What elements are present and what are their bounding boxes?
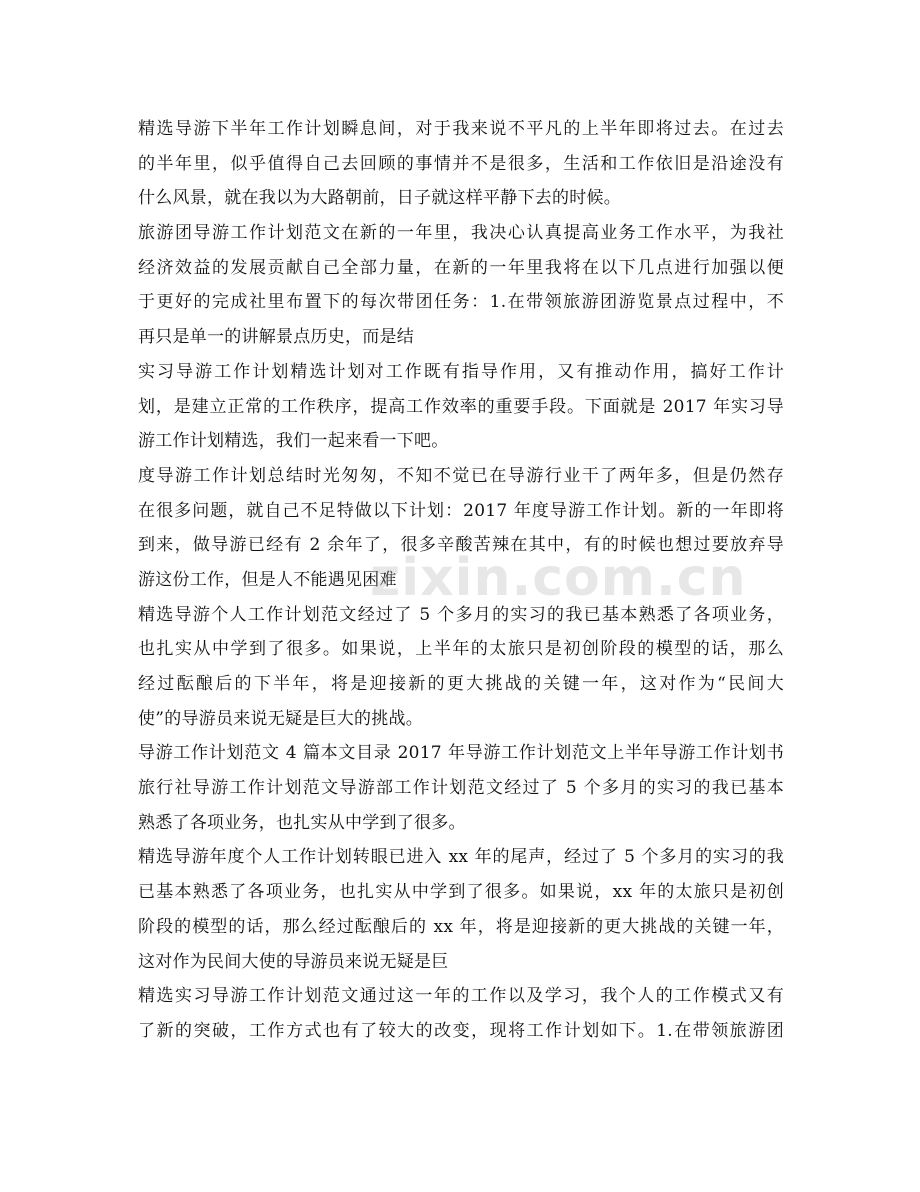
text-line: 游这份工作，但是人不能遇见困难 — [138, 569, 397, 590]
text-line: 经济效益的发展贡献自己全部力量，在新的一年里我将在以下几点进行加强以便 — [138, 257, 784, 278]
paragraph-2 — [138, 216, 784, 355]
text-line: 已基本熟悉了各项业务，也扎实从中学到了很多。如果说，xx 年的太旅只是初创 — [138, 882, 784, 903]
paragraph-6 — [138, 736, 784, 840]
text-line: 在很多问题，就自己不足特做以下计划：2017 年度导游工作计划。新的一年即将 — [138, 500, 784, 521]
text-line: 精选导游下半年工作计划瞬息间，对于我来说不平凡的上半年即将过去。在过去 — [138, 119, 784, 139]
text-line: 什么风景，就在我以为大路朝前，日子就这样平静下去的时候。 — [138, 188, 621, 209]
text-line: 精选导游个人工作计划范文经过了 5 个多月的实习的我已基本熟悉了各项业务， — [138, 604, 784, 625]
paragraph-1 — [138, 112, 784, 216]
watermark: zixin.com.cn — [370, 548, 747, 608]
document-body — [138, 112, 784, 1049]
text-line: 经过酝酿后的下半年，将是迎接新的更大挑战的关键一年，这对作为“民间大 — [138, 674, 784, 694]
text-line: 划，是建立正常的工作秩序，提高工作效率的重要手段。下面就是 2017 年实习导 — [138, 396, 784, 417]
text-line: 也扎实从中学到了很多。如果说，上半年的太旅只是初创阶段的模型的话，那么 — [138, 639, 784, 660]
text-line: 旅游团导游工作计划范文在新的一年里，我决心认真提高业务工作水平，为我社 — [138, 223, 784, 244]
text-line: 了新的突破，工作方式也有了较大的改变，现将工作计划如下。1.在带领旅游团 — [138, 1020, 784, 1041]
text-line: 导游工作计划范文 4 篇本文目录 2017 年导游工作计划范文上半年导游工作计划书 — [138, 743, 784, 764]
paragraph-5 — [138, 598, 784, 737]
text-line: 度导游工作计划总结时光匆匆，不知不觉已在导游行业干了两年多，但是仍然存 — [138, 465, 784, 486]
text-line: 精选导游年度个人工作计划转眼已进入 xx 年的尾声，经过了 5 个多月的实习的我 — [138, 847, 784, 868]
text-line: 使”的导游员来说无疑是巨大的挑战。 — [138, 708, 423, 729]
text-line: 游工作计划精选，我们一起来看一下吧。 — [138, 431, 449, 452]
paragraph-8 — [138, 979, 784, 1048]
text-line: 阶段的模型的话，那么经过酝酿后的 xx 年，将是迎接新的更大挑战的关键一年， — [138, 916, 784, 937]
text-line: 再只是单一的讲解景点历史，而是结 — [138, 327, 414, 348]
text-line: 旅行社导游工作计划范文导游部工作计划范文经过了 5 个多月的实习的我已基本 — [138, 778, 784, 799]
text-line: 这对作为民间大使的导游员来说无疑是巨 — [138, 951, 449, 972]
text-line: 的半年里，似乎值得自己去回顾的事情并不是很多，生活和工作依旧是沿途没有 — [138, 153, 784, 174]
paragraph-3 — [138, 355, 784, 459]
text-line: 实习导游工作计划精选计划对工作既有指导作用，又有推动作用，搞好工作计 — [138, 361, 784, 382]
text-line: 于更好的完成社里布置下的每次带团任务：1.在带领旅游团游览景点过程中，不 — [138, 292, 784, 313]
paragraph-7 — [138, 840, 784, 979]
text-line: 精选实习导游工作计划范文通过这一年的工作以及学习，我个人的工作模式又有 — [138, 986, 784, 1007]
paragraph-4 — [138, 459, 784, 598]
text-line: 熟悉了各项业务，也扎实从中学到了很多。 — [138, 812, 466, 833]
text-line: 到来，做导游已经有 2 余年了，很多辛酸苦辣在其中，有的时候也想过要放弃导 — [138, 535, 784, 556]
